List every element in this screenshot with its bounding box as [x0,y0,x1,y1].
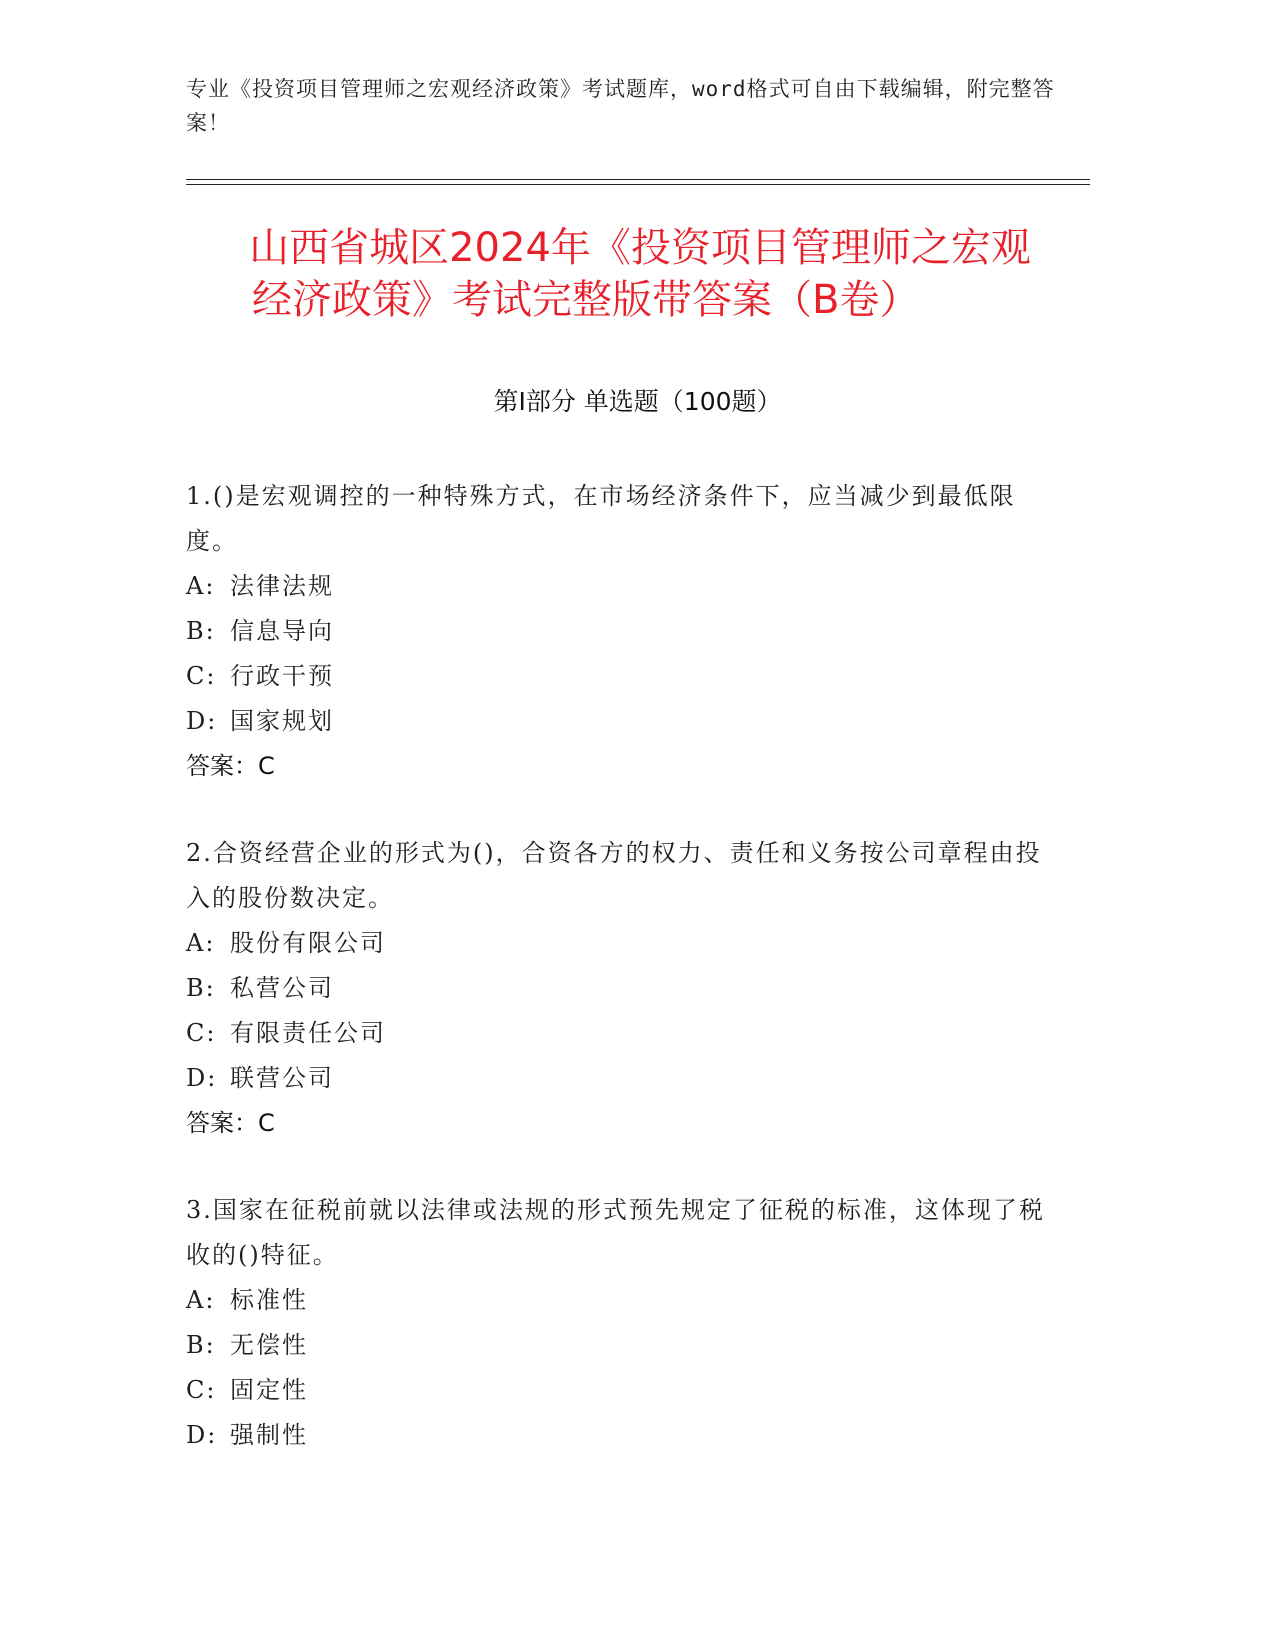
option-text: 国家规划 [230,707,334,735]
option-key: D: [186,1421,218,1449]
question-option [186,1323,1066,1368]
option-key: B: [186,617,216,645]
question-option [186,1011,1066,1056]
option-text: 行政干预 [230,662,334,690]
document-title-line1: 山西省城区2024年《投资项目管理师之宏观 [249,225,1031,271]
option-text: 联营公司 [230,1064,334,1092]
document-title [190,222,1090,326]
option-text: 法律法规 [230,572,334,600]
header-note: 专业《投资项目管理师之宏观经济政策》考试题库，word格式可自由下载编辑，附完整答案！ [186,77,1055,135]
document-title-line2: 经济政策》考试完整版带答案（B卷） [252,277,920,323]
option-text: 股份有限公司 [230,929,386,957]
option-key: C: [186,662,217,690]
option-key: B: [186,1331,216,1359]
question-option [186,921,1066,966]
question-option [186,1056,1066,1101]
question-item [186,1188,1066,1458]
header-divider-top [186,179,1090,180]
question-option [186,966,1066,1011]
option-text: 私营公司 [230,974,334,1002]
question-option [186,654,1066,699]
option-text: 强制性 [230,1421,308,1449]
section-heading: 第Ⅰ部分 单选题（100题） [493,387,782,416]
question-stem: 1.()是宏观调控的一种特殊方式，在市场经济条件下，应当减少到最低限度。 [186,482,1016,555]
option-text: 有限责任公司 [230,1019,386,1047]
option-key: B: [186,974,216,1002]
question-item [186,831,1066,1146]
question-stem: 2.合资经营企业的形式为()，合资各方的权力、责任和义务按公司章程由投入的股份数决定。 [186,839,1042,912]
option-key: D: [186,1064,218,1092]
header-divider-bottom [186,184,1090,185]
option-key: A: [186,572,216,600]
question-option [186,564,1066,609]
option-text: 信息导向 [230,617,334,645]
option-text: 固定性 [230,1376,308,1404]
option-text: 无偿性 [230,1331,308,1359]
option-key: D: [186,707,218,735]
question-option [186,1368,1066,1413]
option-key: C: [186,1019,217,1047]
option-key: C: [186,1376,217,1404]
option-key: A: [186,929,216,957]
question-option [186,699,1066,744]
question-answer: 答案：C [186,752,275,780]
option-key: A: [186,1286,216,1314]
option-text: 标准性 [230,1286,308,1314]
question-option [186,1278,1066,1323]
question-item [186,474,1066,789]
question-option [186,609,1066,654]
question-list [186,474,1066,1500]
question-answer: 答案：C [186,1109,275,1137]
question-stem: 3.国家在征税前就以法律或法规的形式预先规定了征税的标准，这体现了税收的()特征。 [186,1196,1045,1269]
question-option [186,1413,1066,1458]
